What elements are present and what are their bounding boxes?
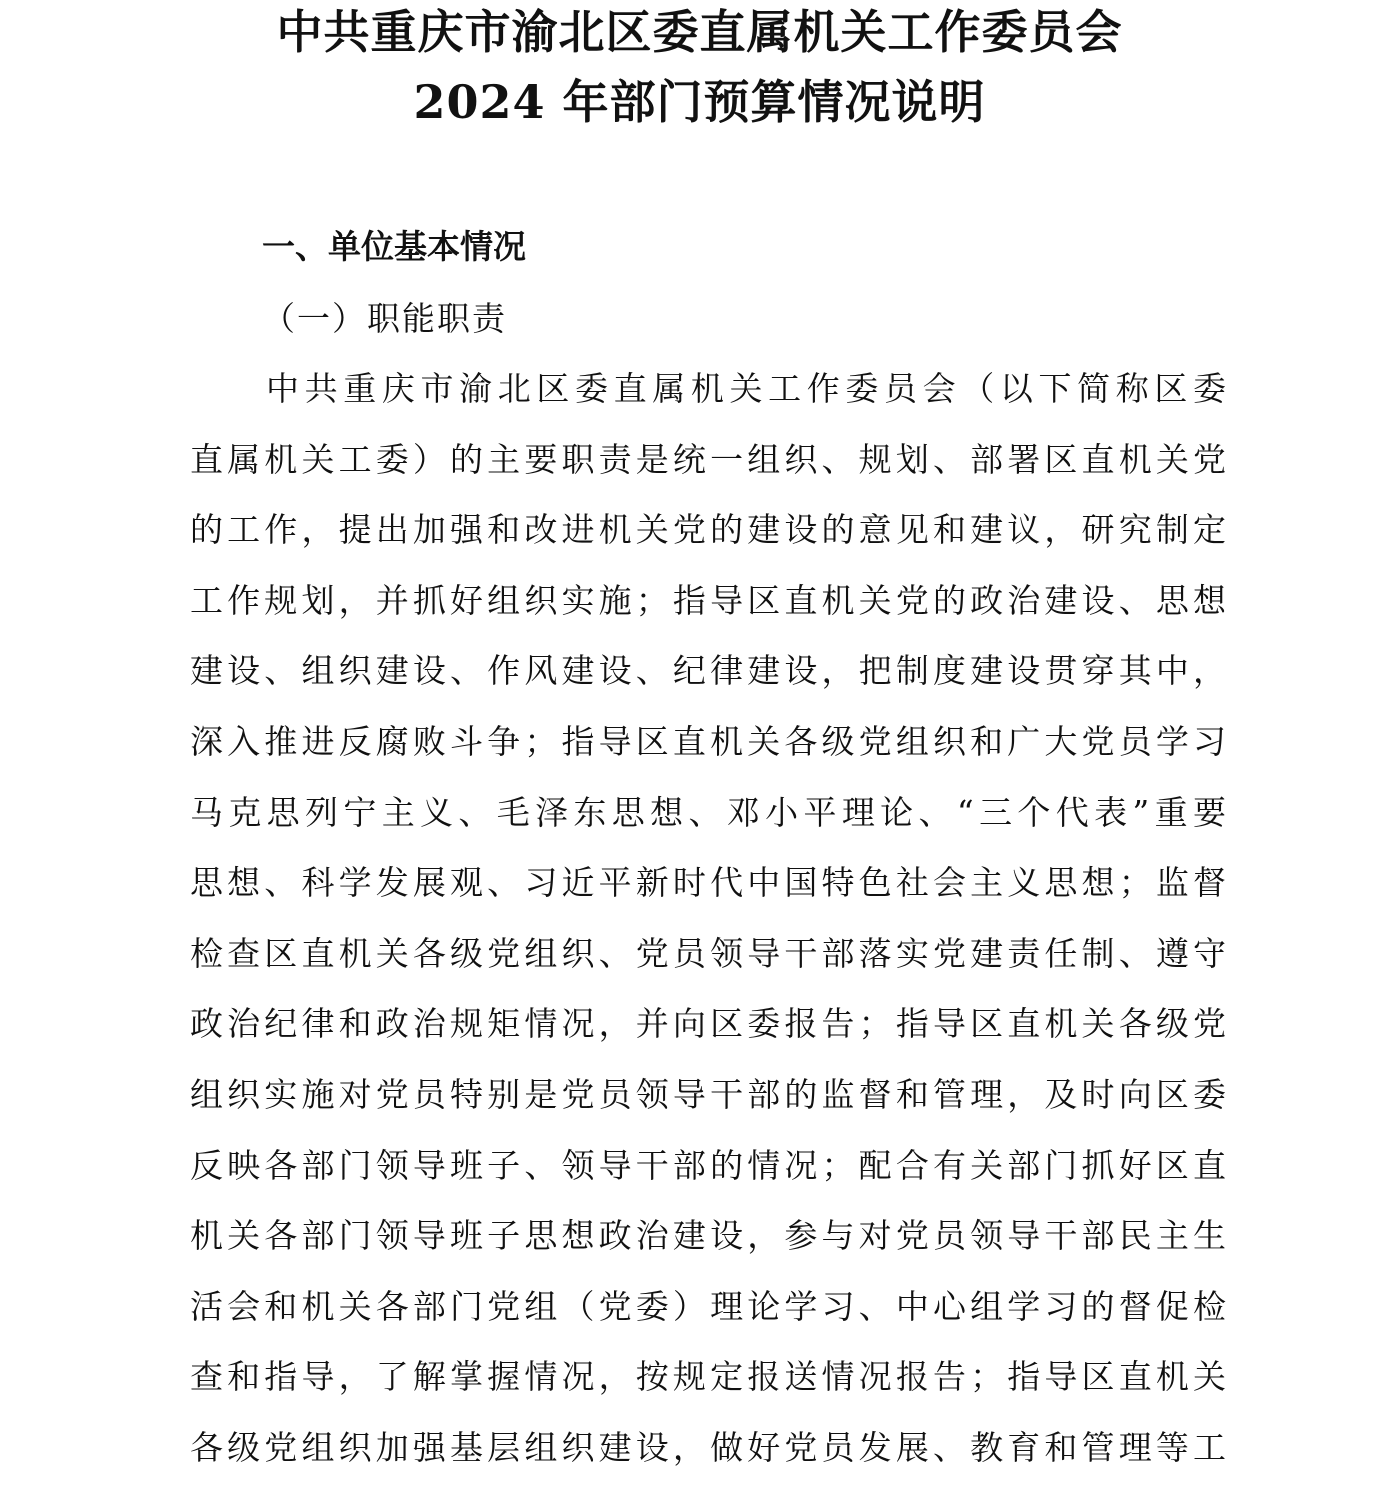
paragraph-line: 查和指导，了解掌握情况，按规定报送情况报告；指导区直机关 [190, 1357, 1226, 1397]
paragraph-line: 马克思列宁主义、毛泽东思想、邓小平理论、“三个代表”重要 [190, 792, 1226, 832]
paragraph-line: 工作规划，并抓好组织实施；指导区直机关党的政治建设、思想 [190, 580, 1226, 620]
paragraph-line: 直属机关工委）的主要职责是统一组织、规划、部署区直机关党 [190, 439, 1226, 479]
paragraph-line: 组织实施对党员特别是党员领导干部的监督和管理，及时向区委 [190, 1074, 1226, 1114]
paragraph-line: 各级党组织加强基层组织建设，做好党员发展、教育和管理等工 [190, 1427, 1226, 1467]
document-title-line-2: 2024 年部门预算情况说明 [413, 75, 986, 129]
paragraph-line: 思想、科学发展观、习近平新时代中国特色社会主义思想；监督 [190, 863, 1226, 903]
paragraph-line: 政治纪律和政治规矩情况，并向区委报告；指导区直机关各级党 [190, 1004, 1226, 1044]
subsection-heading: （一）职能职责 [262, 299, 507, 338]
paragraph-line: 深入推进反腐败斗争；指导区直机关各级党组织和广大党员学习 [190, 721, 1226, 761]
paragraph-line: 反映各部门领导班子、领导干部的情况；配合有关部门抓好区直 [190, 1145, 1226, 1185]
paragraph-line: 机关各部门领导班子思想政治建设，参与对党员领导干部民主生 [190, 1216, 1226, 1256]
paragraph-line: 中共重庆市渝北区委直属机关工作委员会（以下简称区委 [266, 369, 1226, 408]
paragraph-line: 检查区直机关各级党组织、党员领导干部落实党建责任制、遵守 [190, 933, 1226, 973]
paragraph-line: 建设、组织建设、作风建设、纪律建设，把制度建设贯穿其中， [190, 651, 1226, 691]
section-heading: 一、单位基本情况 [262, 227, 526, 266]
document-title-line-1: 中共重庆市渝北区委直属机关工作委员会 [276, 5, 1123, 59]
paragraph-line: 的工作，提出加强和改进机关党的建设的意见和建议，研究制定 [190, 510, 1226, 550]
body-paragraph [190, 363, 1226, 1493]
paragraph-line: 活会和机关各部门党组（党委）理论学习、中心组学习的督促检 [190, 1286, 1226, 1326]
